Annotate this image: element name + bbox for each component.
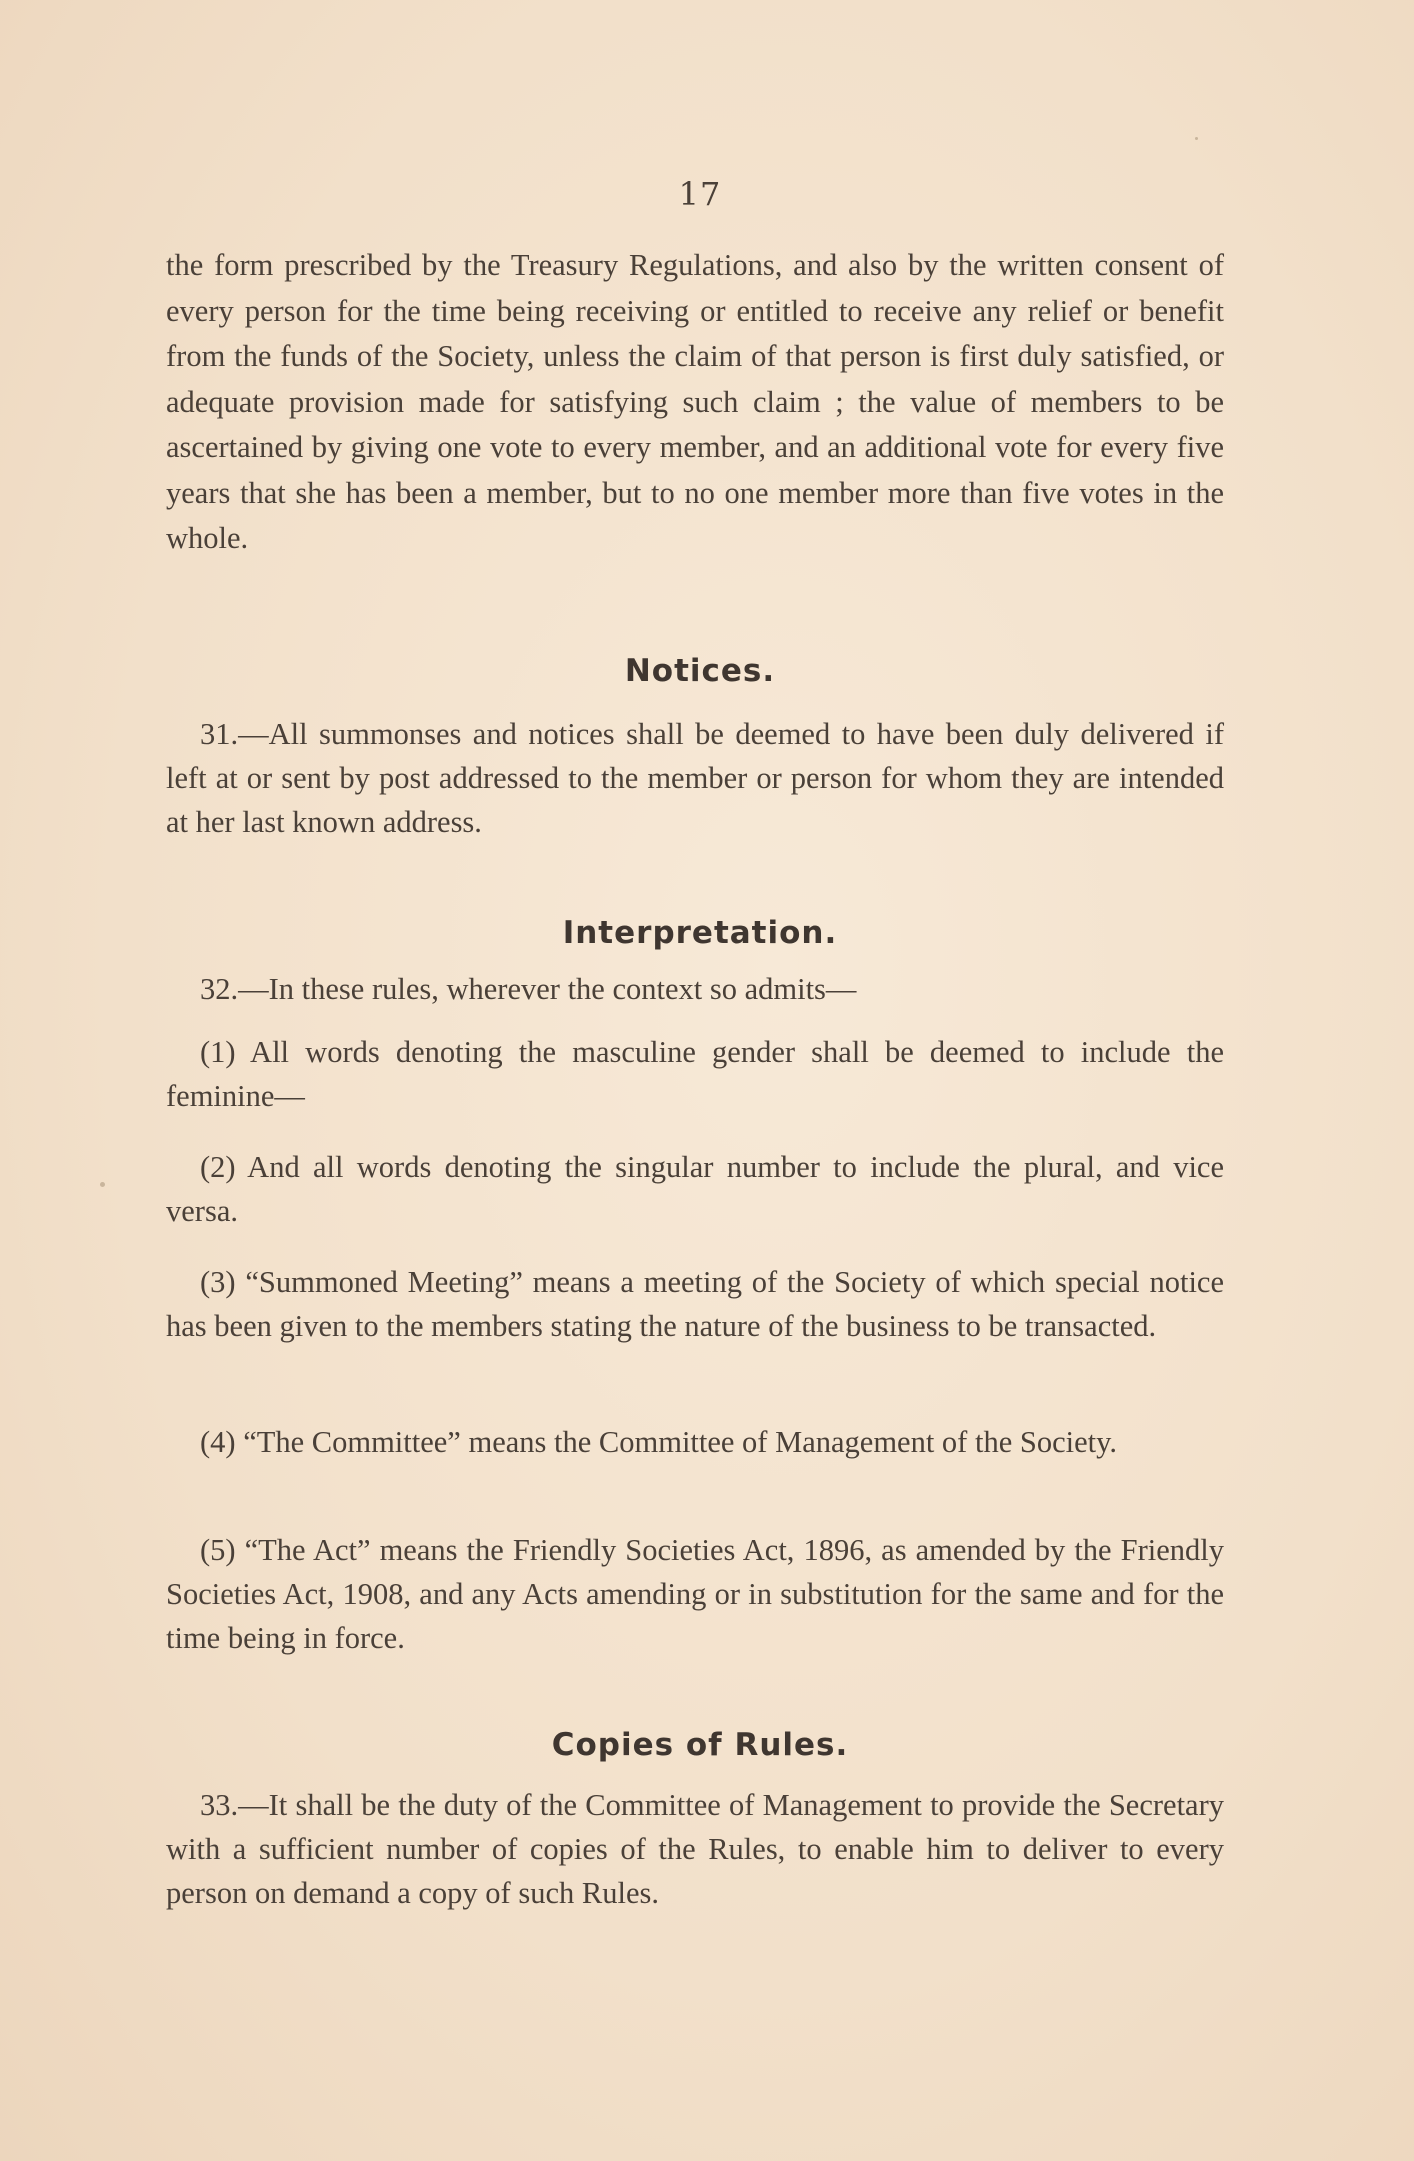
page-number: 17	[678, 175, 722, 213]
interpretation-item-1: (1) All words denoting the masculine gender shall be deemed to include the feminine—	[166, 1035, 1224, 1113]
rule-31: 31.—All summonses and notices shall be deemed to have been duly delivered if left at or sent by post addressed to the member or person for whom they are intended at her last known address.	[166, 717, 1224, 839]
rule-32: 32.—In these rules, wherever the context so admits—	[200, 972, 857, 1006]
interpretation-item-3: (3) “Summoned Meeting” means a meeting of the Society of which special notice has been given to the members stating the nature of the business to be transacted.	[166, 1265, 1224, 1343]
heading-copies-of-rules: Copies of Rules.	[551, 1727, 849, 1763]
paper-speck	[100, 1182, 105, 1187]
intro-paragraph: the form prescribed by the Treasury Regulations, and also by the written consent of every person for the time being receiving or entitled to receive any relief or benefit from the funds of the Society, unless the claim of that person is first duly satisfied, or adequate provision made for satisfying such claim ; the value of members to be ascertained by giving one vote to every member, and an additional vote for every five years that she has been a member, but to no one member more than five votes in the whole.	[166, 248, 1224, 555]
heading-notices: Notices.	[624, 653, 776, 689]
interpretation-item-2: (2) And all words denoting the singular number to include the plural, and vice versa.	[166, 1150, 1224, 1228]
heading-interpretation: Interpretation.	[562, 915, 838, 951]
interpretation-item-4: (4) “The Committee” means the Committee of Management of the Society.	[200, 1425, 1117, 1459]
paper-speck	[1195, 137, 1198, 140]
rule-33: 33.—It shall be the duty of the Committee of Management to provide the Secretary with a sufficient number of copies of the Rules, to enable him to deliver to every person on demand a copy of such Rules.	[166, 1788, 1224, 1910]
interpretation-item-5: (5) “The Act” means the Friendly Societies Act, 1896, as amended by the Friendly Societies Act, 1908, and any Acts amending or in substitution for the same and for the time being in force.	[166, 1533, 1224, 1655]
